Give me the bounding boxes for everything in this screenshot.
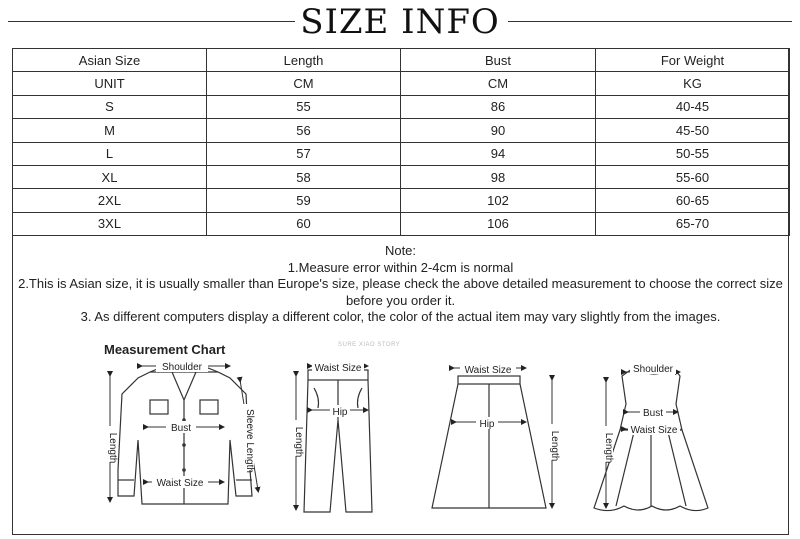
table-cell: 60-65 [596, 189, 790, 212]
note-2: 2.This is Asian size, it is usually smaller than Europe's size, please check the above detailed measurement to choose the correct size [18, 276, 783, 291]
table-cell: Bust [401, 49, 596, 72]
shirt-length-label: Length [107, 432, 118, 464]
table-cell: 86 [401, 95, 596, 118]
table-cell: 102 [401, 189, 596, 212]
skirt-waist-label: Waist Size [464, 365, 512, 376]
pants-illustration [304, 370, 372, 512]
pants-length-label: Length [293, 426, 304, 458]
skirt-illustration [432, 376, 546, 508]
watermark: SURE XIAO STORY [338, 342, 401, 348]
table-cell: CM [207, 72, 401, 95]
skirt-measure-lines [452, 368, 552, 506]
shirt-sleeve-label: Sleeve Length [244, 409, 255, 473]
table-cell: S [13, 95, 207, 118]
shirt-shoulder-label: Shoulder [161, 362, 203, 373]
note-3: 3. As different computers display a different color, the color of the actual item may vary slightly from the images. [80, 309, 721, 324]
table-cell: KG [596, 72, 790, 95]
skirt-hip-label: Hip [479, 419, 495, 430]
note-2-continued: before you order it. [345, 292, 456, 308]
table-cell: 65-70 [596, 212, 790, 235]
table-cell: 106 [401, 212, 596, 235]
table-cell: 56 [207, 119, 401, 142]
pants-hip-label: Hip [332, 407, 348, 418]
table-cell: 45-50 [596, 119, 790, 142]
table-cell: For Weight [596, 49, 790, 72]
measurement-chart-title: Measurement Chart [104, 342, 226, 357]
table-cell: 58 [207, 165, 401, 188]
table-cell: M [13, 119, 207, 142]
table-cell: 40-45 [596, 95, 790, 118]
dress-waist-label: Waist Size [630, 425, 678, 436]
note-1: 1.Measure error within 2-4cm is normal [287, 259, 514, 275]
table-cell: 55 [207, 95, 401, 118]
shirt-bust-label: Bust [170, 423, 192, 434]
table-cell: Length [207, 49, 401, 72]
table-cell: 2XL [13, 189, 207, 212]
table-cell: 98 [401, 165, 596, 188]
notes-heading: Note: [384, 243, 417, 258]
table-cell: CM [401, 72, 596, 95]
pants-waist-label: Waist Size [314, 363, 362, 374]
table-cell: 90 [401, 119, 596, 142]
table-cell: UNIT [13, 72, 207, 95]
table-cell: 3XL [13, 212, 207, 235]
dress-shoulder-label: Shoulder [632, 364, 674, 375]
table-cell: 59 [207, 189, 401, 212]
dress-length-label: Length [603, 432, 614, 464]
table-cell: XL [13, 165, 207, 188]
page-title: SIZE INFO [300, 2, 500, 42]
dress-bust-label: Bust [642, 408, 664, 419]
shirt-waist-label: Waist Size [156, 478, 204, 489]
table-cell: 50-55 [596, 142, 790, 165]
table-cell: 60 [207, 212, 401, 235]
table-cell: 57 [207, 142, 401, 165]
table-cell: L [13, 142, 207, 165]
table-cell: 94 [401, 142, 596, 165]
table-cell: 55-60 [596, 165, 790, 188]
table-cell: Asian Size [13, 49, 207, 72]
skirt-length-label: Length [549, 430, 560, 462]
